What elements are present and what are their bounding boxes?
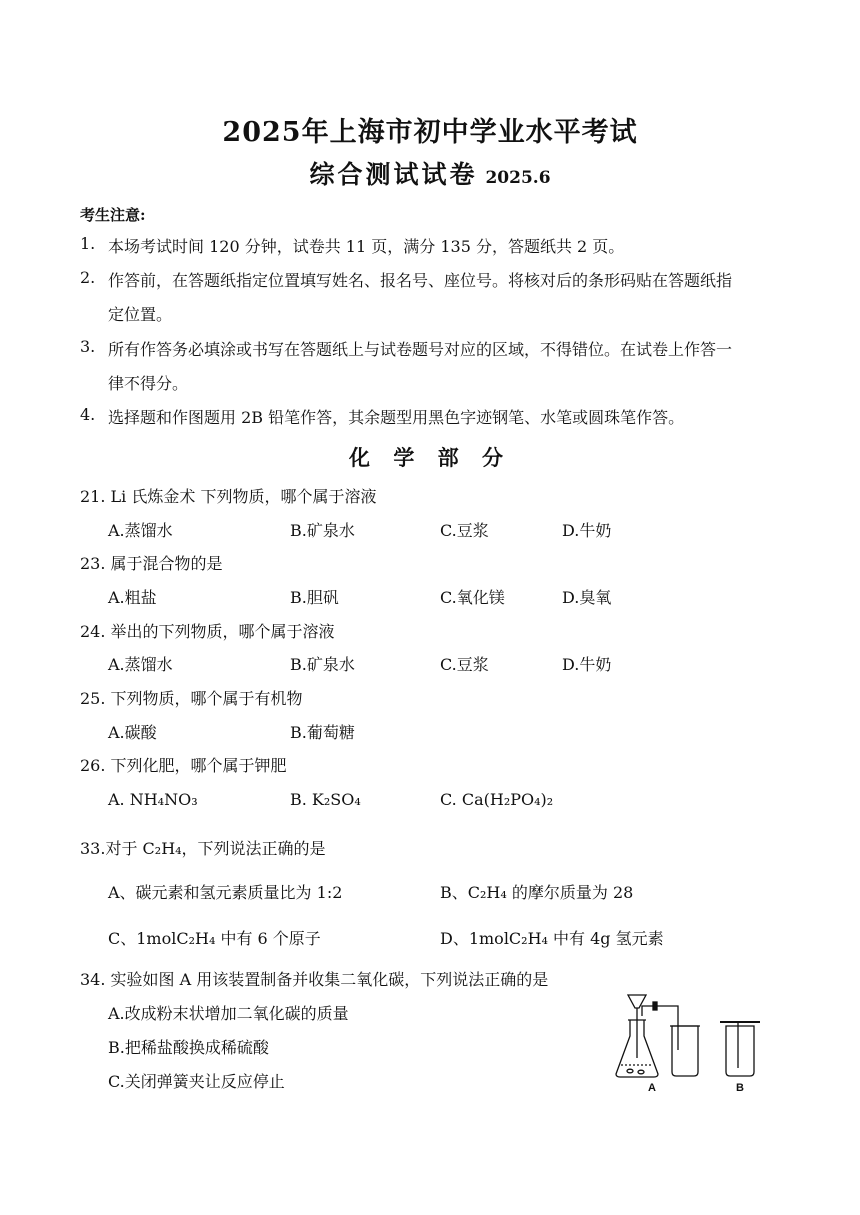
exam-subtitle — [0, 155, 860, 191]
option-c: C.豆浆 — [440, 521, 489, 540]
exam-date: 2025.6 — [485, 168, 551, 188]
bottle-icon — [672, 1026, 698, 1076]
notice-item-continued: 定位置。 — [108, 305, 173, 324]
option-a: A.改成粉末状增加二氧化碳的质量 — [108, 1004, 349, 1023]
notice-item: 所有作答务必填涂或书写在答题纸上与试卷题号对应的区域，不得错位。在试卷上作答一 — [108, 340, 733, 359]
option-a: A、碳元素和氢元素质量比为 1:2 — [108, 883, 343, 902]
option-d: D、1molC₂H₄ 中有 4g 氢元素 — [440, 929, 664, 948]
notice-number: 1. — [80, 234, 96, 253]
notice-number: 4. — [80, 405, 96, 424]
question-stem: 34. 实验如图 A 用该装置制备并收集二氧化碳，下列说法正确的是 — [80, 970, 549, 989]
apparatus-diagram — [612, 992, 772, 1094]
notice-item: 作答前，在答题纸指定位置填写姓名、报名号、座位号。将核对后的条形码贴在答题纸指 — [108, 271, 733, 290]
notice-title: 考生注意: — [80, 206, 146, 224]
bottle-icon — [726, 1026, 754, 1076]
question-stem: 24. 举出的下列物质，哪个属于溶液 — [80, 622, 335, 641]
option-a: A.粗盐 — [108, 588, 157, 607]
section-title: 化 学 部 分 — [349, 445, 511, 470]
notice-number: 2. — [80, 268, 96, 287]
exam-title: 2025年上海市初中学业水平考试 — [222, 117, 638, 148]
option-b: B.葡萄糖 — [290, 723, 355, 742]
question-stem: 25. 下列物质，哪个属于有机物 — [80, 689, 303, 708]
notice-item: 本场考试时间 120 分钟，试卷共 11 页，满分 135 分，答题纸共 2 页。 — [108, 237, 625, 256]
option-c: C. Ca(H₂PO₄)₂ — [440, 790, 554, 809]
option-c: C.豆浆 — [440, 655, 489, 674]
option-b: B.把稀盐酸换成稀硫酸 — [108, 1038, 269, 1057]
question-stem: 26. 下列化肥，哪个属于钾肥 — [80, 756, 287, 775]
option-c: C、1molC₂H₄ 中有 6 个原子 — [108, 929, 321, 948]
option-a: A. NH₄NO₃ — [108, 790, 198, 809]
question-stem: 23. 属于混合物的是 — [80, 554, 223, 573]
option-b: B.矿泉水 — [290, 655, 355, 674]
option-c: C.关闭弹簧夹让反应停止 — [108, 1072, 285, 1091]
question-stem: 21. Li 氏炼金术 下列物质，哪个属于溶液 — [80, 487, 377, 506]
option-b: B.胆矾 — [290, 588, 339, 607]
question-stem: 33.对于 C₂H₄，下列说法正确的是 — [80, 839, 326, 858]
option-a: A.蒸馏水 — [108, 521, 173, 540]
option-d: D.臭氧 — [562, 588, 612, 607]
option-b: B. K₂SO₄ — [290, 790, 361, 809]
notice-number: 3. — [80, 337, 96, 356]
figure-label-b: B — [736, 1082, 744, 1094]
figure-label-a: A — [648, 1082, 656, 1094]
option-a: A.蒸馏水 — [108, 655, 173, 674]
option-b: B、C₂H₄ 的摩尔质量为 28 — [440, 883, 634, 902]
clamp-icon — [653, 1002, 657, 1010]
option-b: B.矿泉水 — [290, 521, 355, 540]
notice-item-continued: 律不得分。 — [108, 374, 189, 393]
notice-item: 选择题和作图题用 2B 铅笔作答，其余题型用黑色字迹钢笔、水笔或圆珠笔作答。 — [108, 408, 685, 427]
option-d: D.牛奶 — [562, 655, 612, 674]
option-a: A.碳酸 — [108, 723, 157, 742]
option-d: D.牛奶 — [562, 521, 612, 540]
subtitle-text: 综合测试试卷 — [309, 160, 478, 189]
option-c: C.氧化镁 — [440, 588, 505, 607]
